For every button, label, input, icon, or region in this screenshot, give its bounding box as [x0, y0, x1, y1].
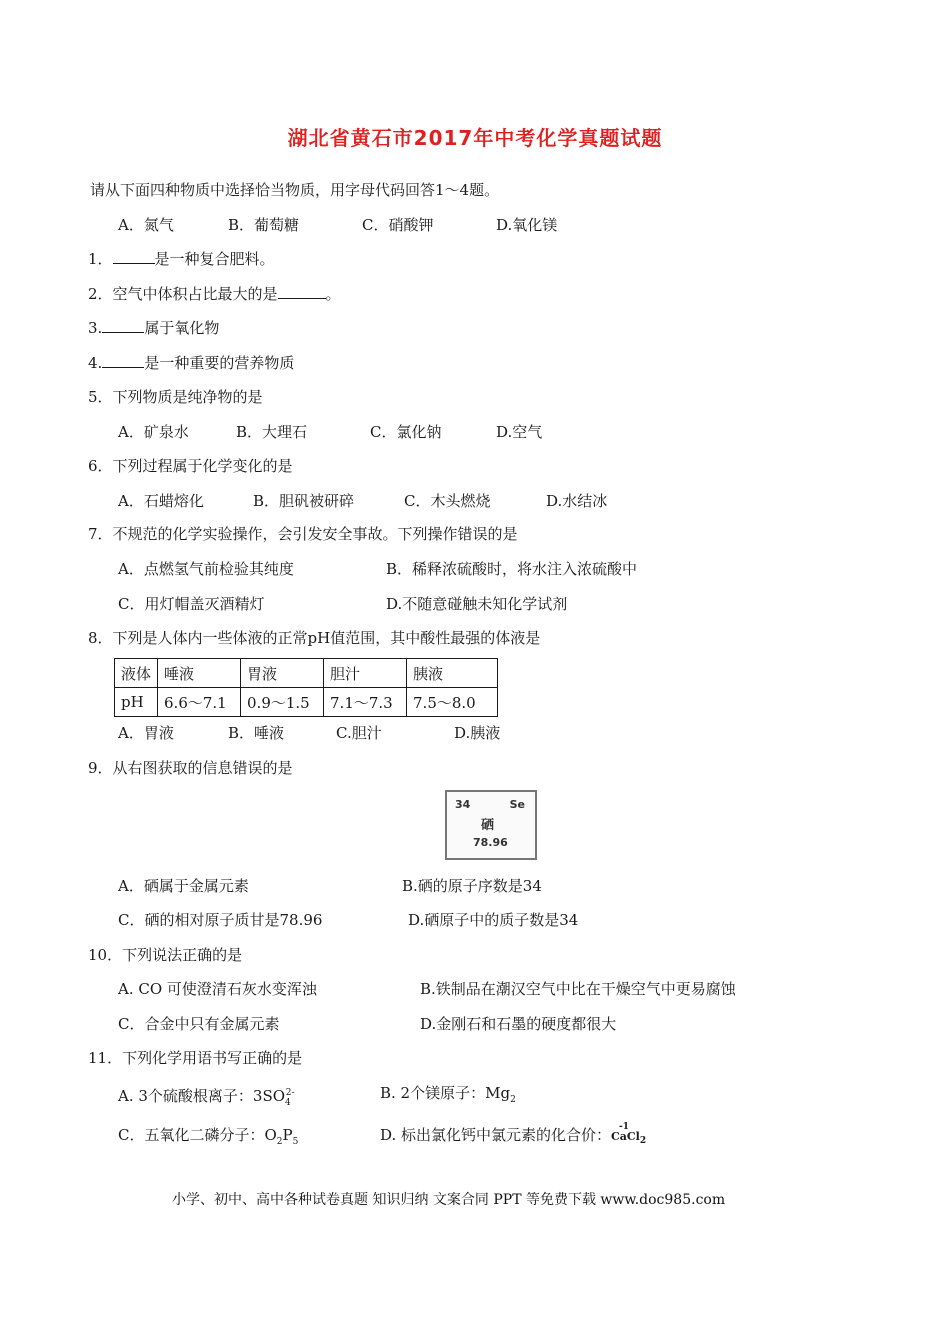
q1-number: 1．: [88, 250, 113, 268]
q11-option-a: [118, 1083, 295, 1113]
q4-number: 4.: [88, 354, 103, 372]
table-cell: 胰液: [407, 659, 498, 688]
q10-option-b: B.铁制品在潮汉空气中比在干燥空气中更易腐蚀: [420, 980, 736, 998]
ph-table-header: [115, 659, 498, 688]
question-3: [88, 318, 219, 338]
table-cell: 6.6～7.1: [158, 688, 241, 717]
q6-option-a: A．石蜡熔化: [118, 492, 204, 510]
table-cell: 0.9～1.5: [241, 688, 324, 717]
atomic-number: 34: [455, 798, 471, 811]
question-5-stem: 5．下列物质是纯净物的是: [88, 388, 263, 406]
q6-option-b: B．胆矾被研碎: [253, 492, 355, 510]
q11-option-c: [118, 1125, 298, 1152]
table-cell: 唾液: [158, 659, 241, 688]
element-symbol: Se: [509, 798, 525, 811]
ph-table-row: [115, 688, 498, 717]
q9-option-d: D.硒原子中的质子数是34: [408, 911, 579, 929]
element-name: 硒: [481, 818, 495, 833]
q4-blank: [102, 353, 144, 368]
q3-number: 3.: [88, 319, 103, 337]
table-cell: 胃液: [241, 659, 324, 688]
q11-option-d: [380, 1122, 647, 1151]
q10-option-a: A. CO 可使澄清石灰水变浑浊: [118, 980, 317, 998]
cacl2-subscript: 2: [639, 1136, 647, 1147]
q8-option-a: A．胃液: [118, 724, 174, 742]
q1-text: 是一种复合肥料。: [154, 250, 275, 268]
q11-b-text: B. 2个镁原子：Mg: [380, 1084, 511, 1102]
q3-text: 属于氧化物: [144, 319, 220, 337]
q11-d-text: D. 标出氯化钙中氯元素的化合价：: [380, 1126, 612, 1144]
intro-text: 请从下面四种物质中选择恰当物质，用字母代码回答1～4题。: [90, 181, 500, 199]
question-2: [88, 284, 341, 304]
table-cell: 液体: [115, 659, 158, 688]
intro-option-d: D.氧化镁: [496, 216, 558, 234]
q10-option-c: C．合金中只有金属元素: [118, 1015, 280, 1033]
q8-option-d: D.胰液: [454, 724, 501, 742]
q7-option-b: B．稀释浓硫酸时，将水注入浓硫酸中: [386, 560, 638, 578]
q9-option-a: A．硒属于金属元素: [118, 877, 249, 895]
question-6-stem: 6．下列过程属于化学变化的是: [88, 457, 293, 475]
q5-option-c: C．氯化钠: [370, 423, 442, 441]
q5-option-b: B．大理石: [236, 423, 308, 441]
q9-option-c: C．硒的相对原子质甘是78.96: [118, 911, 323, 929]
q2-end: 。: [325, 285, 341, 303]
q2-text: 2．空气中体积占比最大的是: [88, 285, 278, 303]
valence-mark: -1: [619, 1122, 630, 1132]
q11-a-subscript: 4: [285, 1098, 291, 1108]
q11-b-subscript: 2: [510, 1095, 516, 1105]
question-1: [88, 249, 275, 269]
q7-option-d: D.不随意碰触未知化学试剂: [386, 595, 568, 613]
q8-option-c: C.胆汁: [336, 724, 382, 742]
q5-option-d: D.空气: [496, 423, 543, 441]
element-tile-selenium: [445, 790, 537, 860]
q8-option-b: B．唾液: [228, 724, 285, 742]
q3-blank: [102, 318, 144, 333]
question-11-stem: 11．下列化学用语书写正确的是: [88, 1049, 303, 1067]
q1-blank: [113, 249, 155, 264]
question-4: [88, 353, 294, 373]
question-10-stem: 10．下列说法正确的是: [88, 946, 243, 964]
q11-a-text: A. 3个硫酸根离子：3SO: [118, 1087, 286, 1105]
question-7-stem: 7．不规范的化学实验操作，会引发安全事故。下列操作错误的是: [88, 525, 518, 543]
page-title: 湖北省黄石市2017年中考化学真题试题: [287, 126, 663, 150]
atomic-mass: 78.96: [473, 836, 508, 849]
footer-text: 小学、初中、高中各种试卷真题 知识归纳 文案合同 PPT 等免费下载 www.doc985.com: [172, 1192, 726, 1208]
intro-option-b: B．葡萄糖: [228, 216, 300, 234]
table-cell: pH: [115, 688, 158, 717]
q11-option-b: [380, 1083, 516, 1110]
q2-blank: [278, 284, 326, 299]
q7-option-a: A．点燃氢气前检验其纯度: [118, 560, 294, 578]
q4-text: 是一种重要的营养物质: [144, 354, 295, 372]
question-8-stem: 8．下列是人体内一些体液的正常pH值范围，其中酸性最强的体液是: [88, 629, 541, 647]
q11-c-subscript-1: 2: [276, 1137, 283, 1147]
intro-option-a: A．氮气: [118, 216, 174, 234]
q9-option-b: B.硒的原子序数是34: [402, 877, 542, 895]
ph-table: [114, 658, 498, 717]
q5-option-a: A．矿泉水: [118, 423, 189, 441]
q11-c-element: P: [282, 1126, 293, 1144]
cacl2-symbol: CaCl: [611, 1130, 640, 1143]
table-cell: 7.1～7.3: [324, 688, 407, 717]
q11-c-text: C．五氧化二磷分子：O: [118, 1126, 277, 1144]
q11-a-superscript: 2-: [285, 1088, 295, 1098]
table-cell: 胆汁: [324, 659, 407, 688]
table-cell: 7.5～8.0: [407, 688, 498, 717]
q11-c-subscript-2: 5: [292, 1137, 299, 1147]
question-9-stem: 9．从右图获取的信息错误的是: [88, 759, 293, 777]
cacl2-formula: [611, 1122, 647, 1151]
q7-option-c: C．用灯帽盖灭酒精灯: [118, 595, 265, 613]
intro-option-c: C．硝酸钾: [362, 216, 434, 234]
q6-option-d: D.水结冰: [546, 492, 608, 510]
q10-option-d: D.金刚石和石墨的硬度都很大: [420, 1015, 617, 1033]
q6-option-c: C．木头燃烧: [404, 492, 491, 510]
